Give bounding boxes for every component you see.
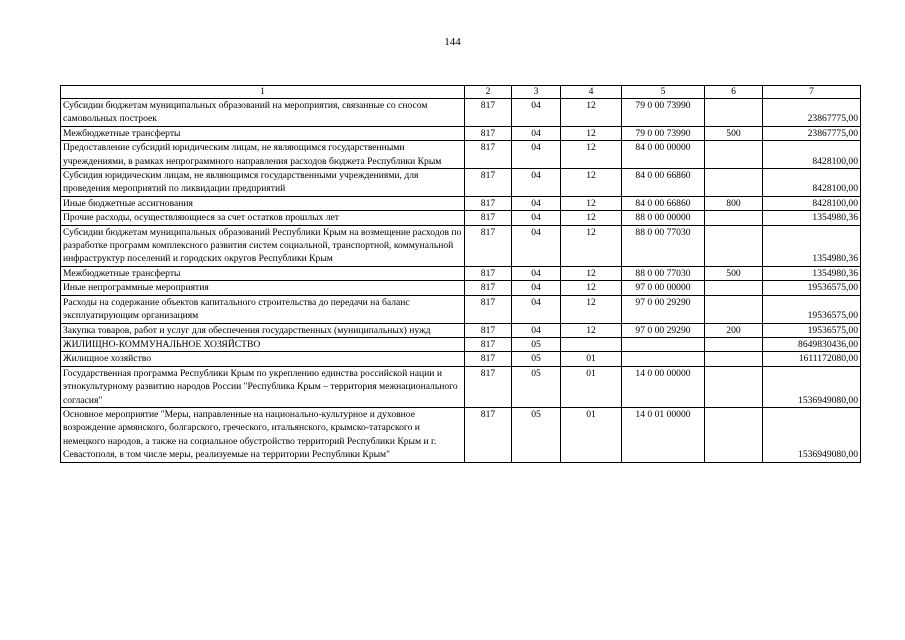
- subsection-code-cell: 12: [561, 141, 622, 169]
- item-name-cell: Субсидии бюджетам муниципальных образований на мероприятия, связанные со сносом самовольных построек: [61, 99, 465, 127]
- section-code-cell: 05: [512, 366, 561, 407]
- table-row: [61, 99, 861, 127]
- target-article-cell: 84 0 00 66860: [622, 196, 705, 210]
- column-header: 6: [705, 86, 763, 99]
- table-header-row: [61, 86, 861, 99]
- amount-cell: 1611172080,00: [763, 352, 861, 366]
- target-article-cell: 88 0 00 77030: [622, 266, 705, 280]
- table-row: [61, 295, 861, 323]
- expense-type-cell: [705, 141, 763, 169]
- item-name-cell: Межбюджетные трансферты: [61, 266, 465, 280]
- amount-cell: 23867775,00: [763, 126, 861, 140]
- subsection-code-cell: 12: [561, 225, 622, 266]
- table-row: [61, 323, 861, 337]
- column-header: 1: [61, 86, 465, 99]
- expense-type-cell: 200: [705, 323, 763, 337]
- section-code-cell: 04: [512, 141, 561, 169]
- admin-code-cell: 817: [465, 337, 512, 351]
- subsection-code-cell: 12: [561, 281, 622, 295]
- amount-cell: 8428100,00: [763, 169, 861, 197]
- admin-code-cell: 817: [465, 141, 512, 169]
- amount-cell: 1536949080,00: [763, 407, 861, 462]
- item-name-cell: Субсидия юридическим лицам, не являющимся государственными учреждениями, для проведения мероприятий по ликвидации предприятий: [61, 169, 465, 197]
- table-row: [61, 126, 861, 140]
- section-code-cell: 04: [512, 211, 561, 225]
- admin-code-cell: 817: [465, 99, 512, 127]
- expense-type-cell: [705, 337, 763, 351]
- admin-code-cell: 817: [465, 211, 512, 225]
- section-code-cell: 04: [512, 323, 561, 337]
- amount-cell: 8428100,00: [763, 196, 861, 210]
- section-code-cell: 04: [512, 295, 561, 323]
- expense-type-cell: [705, 366, 763, 407]
- item-name-cell: Основное мероприятие "Меры, направленные на национально-культурное и духовное возрождение армянского, болгарского, греческого, итальянского, крымско-татарского и немецкого народов, а также на социальное обустройство территорий Республики Крым и г. Севастополя, в том числе меры, реализуемые на территории Республики Крым": [61, 407, 465, 462]
- table-row: [61, 281, 861, 295]
- section-code-cell: 04: [512, 266, 561, 280]
- admin-code-cell: 817: [465, 366, 512, 407]
- admin-code-cell: 817: [465, 266, 512, 280]
- item-name-cell: Субсидии бюджетам муниципальных образований Республики Крым на возмещение расходов по разработке программ комплексного развития систем социальной, транспортной, коммунальной инфраструктур поселений и городских округов Республики Крым: [61, 225, 465, 266]
- section-code-cell: 04: [512, 225, 561, 266]
- table-row: [61, 141, 861, 169]
- target-article-cell: 97 0 00 00000: [622, 281, 705, 295]
- item-name-cell: Межбюджетные трансферты: [61, 126, 465, 140]
- table-body: [61, 86, 861, 463]
- subsection-code-cell: 01: [561, 407, 622, 462]
- subsection-code-cell: 12: [561, 211, 622, 225]
- amount-cell: 23867775,00: [763, 99, 861, 127]
- item-name-cell: Жилищное хозяйство: [61, 352, 465, 366]
- target-article-cell: 79 0 00 73990: [622, 126, 705, 140]
- table-row: [61, 407, 861, 462]
- expense-type-cell: [705, 281, 763, 295]
- subsection-code-cell: 12: [561, 99, 622, 127]
- admin-code-cell: 817: [465, 126, 512, 140]
- amount-cell: 1354980,36: [763, 266, 861, 280]
- section-code-cell: 05: [512, 352, 561, 366]
- subsection-code-cell: 12: [561, 126, 622, 140]
- amount-cell: 1536949080,00: [763, 366, 861, 407]
- subsection-code-cell: [561, 337, 622, 351]
- target-article-cell: 14 0 01 00000: [622, 407, 705, 462]
- amount-cell: 1354980,36: [763, 225, 861, 266]
- target-article-cell: 88 0 00 00000: [622, 211, 705, 225]
- subsection-code-cell: 12: [561, 169, 622, 197]
- target-article-cell: 84 0 00 66860: [622, 169, 705, 197]
- budget-table: [60, 85, 861, 463]
- admin-code-cell: 817: [465, 295, 512, 323]
- expense-type-cell: 500: [705, 126, 763, 140]
- target-article-cell: 88 0 00 77030: [622, 225, 705, 266]
- table-row: [61, 337, 861, 351]
- target-article-cell: 84 0 00 00000: [622, 141, 705, 169]
- expense-type-cell: [705, 225, 763, 266]
- expense-type-cell: [705, 407, 763, 462]
- target-article-cell: 97 0 00 29290: [622, 323, 705, 337]
- column-header: 4: [561, 86, 622, 99]
- target-article-cell: [622, 352, 705, 366]
- item-name-cell: Иные бюджетные ассигнования: [61, 196, 465, 210]
- target-article-cell: 97 0 00 29290: [622, 295, 705, 323]
- item-name-cell: Предоставление субсидий юридическим лицам, не являющимся государственными учреждениями, в рамках непрограммного направления расходов бюджета Республики Крым: [61, 141, 465, 169]
- item-name-cell: Прочие расходы, осуществляющиеся за счет остатков прошлых лет: [61, 211, 465, 225]
- table-row: [61, 225, 861, 266]
- amount-cell: 19536575,00: [763, 281, 861, 295]
- amount-cell: 19536575,00: [763, 323, 861, 337]
- column-header: 3: [512, 86, 561, 99]
- item-name-cell: ЖИЛИЩНО-КОММУНАЛЬНОЕ ХОЗЯЙСТВО: [61, 337, 465, 351]
- section-code-cell: 04: [512, 126, 561, 140]
- column-header: 2: [465, 86, 512, 99]
- subsection-code-cell: 01: [561, 366, 622, 407]
- table-row: [61, 211, 861, 225]
- amount-cell: 19536575,00: [763, 295, 861, 323]
- item-name-cell: Расходы на содержание объектов капитального строительства до передачи на баланс эксплуатирующим организациям: [61, 295, 465, 323]
- expense-type-cell: 500: [705, 266, 763, 280]
- table-row: [61, 266, 861, 280]
- target-article-cell: 79 0 00 73990: [622, 99, 705, 127]
- admin-code-cell: 817: [465, 407, 512, 462]
- subsection-code-cell: 12: [561, 323, 622, 337]
- target-article-cell: [622, 337, 705, 351]
- admin-code-cell: 817: [465, 225, 512, 266]
- admin-code-cell: 817: [465, 352, 512, 366]
- admin-code-cell: 817: [465, 281, 512, 295]
- expense-type-cell: [705, 295, 763, 323]
- section-code-cell: 05: [512, 407, 561, 462]
- amount-cell: 1354980,36: [763, 211, 861, 225]
- item-name-cell: Закупка товаров, работ и услуг для обеспечения государственных (муниципальных) нужд: [61, 323, 465, 337]
- expense-type-cell: [705, 99, 763, 127]
- expense-type-cell: 800: [705, 196, 763, 210]
- item-name-cell: Иные непрограммные мероприятия: [61, 281, 465, 295]
- section-code-cell: 04: [512, 99, 561, 127]
- table-row: [61, 352, 861, 366]
- page-number: 144: [444, 36, 461, 48]
- expense-type-cell: [705, 169, 763, 197]
- section-code-cell: 04: [512, 196, 561, 210]
- column-header: 5: [622, 86, 705, 99]
- subsection-code-cell: 12: [561, 295, 622, 323]
- amount-cell: 8428100,00: [763, 141, 861, 169]
- item-name-cell: Государственная программа Республики Крым по укреплению единства российской нации и этнокультурному развитию народов России "Республика Крым – территория межнационального согласия": [61, 366, 465, 407]
- amount-cell: 8649830436,00: [763, 337, 861, 351]
- admin-code-cell: 817: [465, 169, 512, 197]
- target-article-cell: 14 0 00 00000: [622, 366, 705, 407]
- admin-code-cell: 817: [465, 323, 512, 337]
- column-header: 7: [763, 86, 861, 99]
- table-row: [61, 366, 861, 407]
- expense-type-cell: [705, 211, 763, 225]
- expense-type-cell: [705, 352, 763, 366]
- subsection-code-cell: 01: [561, 352, 622, 366]
- section-code-cell: 04: [512, 169, 561, 197]
- subsection-code-cell: 12: [561, 196, 622, 210]
- table-row: [61, 196, 861, 210]
- section-code-cell: 04: [512, 281, 561, 295]
- section-code-cell: 05: [512, 337, 561, 351]
- table-row: [61, 169, 861, 197]
- admin-code-cell: 817: [465, 196, 512, 210]
- subsection-code-cell: 12: [561, 266, 622, 280]
